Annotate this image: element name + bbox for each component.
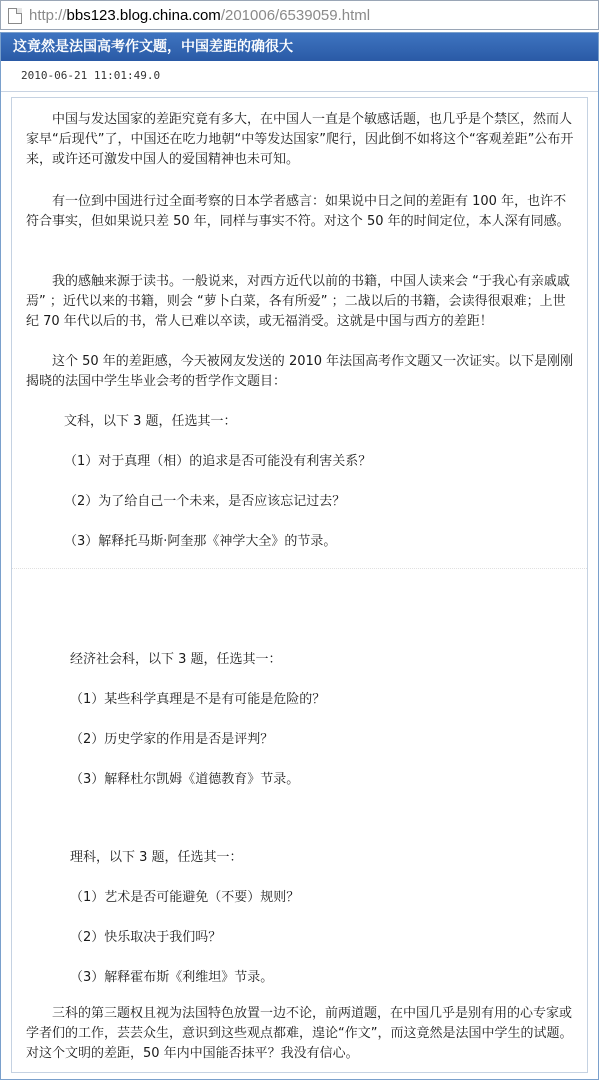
science-item-1: （1）艺术是否可能避免（不要）规则？ bbox=[70, 890, 300, 905]
post-title[interactable]: 这竟然是法国高考作文题，中国差距的确很大 bbox=[13, 39, 293, 55]
economics-header: 经济社会科，以下 3 题，任选其一： bbox=[70, 652, 282, 667]
economics-item-1: （1）某些科学真理是不是有可能是危险的？ bbox=[70, 692, 326, 707]
section-divider bbox=[12, 568, 587, 569]
post-meta bbox=[1, 61, 598, 92]
economics-item-3: （3）解释杜尔凯姆《道德教育》节录。 bbox=[70, 772, 300, 787]
literature-item-1: （1）对于真理（相）的追求是否可能没有利害关系？ bbox=[64, 454, 372, 469]
page-icon bbox=[8, 8, 22, 24]
url-host: bbs123.blog.china.com bbox=[66, 7, 221, 24]
economics-item-2: （2）历史学家的作用是否是评判？ bbox=[70, 732, 274, 747]
science-item-2: （2）快乐取决于我们吗？ bbox=[70, 930, 222, 945]
literature-item-2: （2）为了给自己一个未来，是否应该忘记过去？ bbox=[64, 494, 346, 509]
paragraph-1: 中国与发达国家的差距究竟有多大，在中国人一直是个敏感话题，也几乎是个禁区，然而人家早“后现代”了，中国还在吃力地朝“中等发达国家”爬行，因此倒不如将这个“客观差距”公布开来，或许还可激发中国人的爱国精神也未可知。 bbox=[26, 112, 574, 167]
science-header: 理科，以下 3 题，任选其一： bbox=[70, 850, 243, 865]
blog-post bbox=[0, 32, 599, 1080]
science-item-3: （3）解释霍布斯《利维坦》节录。 bbox=[70, 970, 274, 985]
address-bar[interactable] bbox=[0, 0, 599, 30]
literature-item-3: （3）解释托马斯·阿奎那《神学大全》的节录。 bbox=[64, 534, 337, 549]
url-scheme: http:// bbox=[29, 7, 67, 24]
post-content bbox=[11, 97, 588, 1073]
url-text[interactable] bbox=[29, 6, 370, 26]
post-title-bar bbox=[1, 33, 598, 61]
closing-paragraph: 三科的第三题权且视为法国特色放置一边不论，前两道题，在中国几乎是别有用的心专家或学者们的工作，芸芸众生，意识到这些观点都难，遑论“作文”，而这竟然是法国中学生的试题。对这个文明的差距，50 年内中国能否抹平？我没有信心。 bbox=[26, 1006, 573, 1061]
post-timestamp: 2010-06-21 11:01:49.0 bbox=[21, 69, 161, 82]
literature-header: 文科，以下 3 题，任选其一： bbox=[64, 414, 237, 429]
paragraph-4: 这个 50 年的差距感，今天被网友发送的 2010 年法国高考作文题又一次证实。以下是刚刚揭晓的法国中学生毕业会考的哲学作文题目： bbox=[26, 354, 574, 389]
url-path: /201006/6539059.html bbox=[220, 7, 371, 24]
paragraph-2: 有一位到中国进行过全面考察的日本学者感言：如果说中日之间的差距有 100 年，也许不符合事实，但如果说只差 50 年，同样与事实不符。对这个 50 年的时间定位，本人深有同感。 bbox=[26, 194, 570, 229]
paragraph-3: 我的感触来源于读书。一般说来，对西方近代以前的书籍，中国人读来会 “于我心有亲戚戚焉” ；近代以来的书籍，则会 “萝卜白菜，各有所爱” ；二战以后的书籍，会读得很艰难；上世纪 70 年代以后的书，常人已难以卒读，或无福消受。这就是中国与西方的差距！ bbox=[26, 274, 570, 329]
